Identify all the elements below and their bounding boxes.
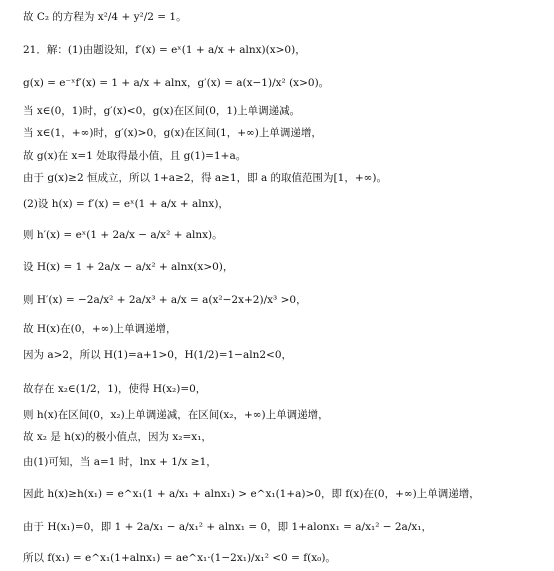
text-line-5: 当 x∈(1，+∞)时，g′(x)>0，g(x)在区间(1，+∞)上单调递增， — [23, 127, 322, 139]
text-line-15: 则 h(x)在区间(0，x₂)上单调递减，在区间(x₂，+∞)上单调递增， — [23, 409, 329, 421]
text-line-11: 则 H′(x) = −2a/x² + 2a/x³ + a/x = a(x²−2x+2)/x³ >0， — [23, 294, 307, 306]
text-line-19: 由于 H(x₁)=0，即 1 + 2a/x₁ − a/x₁² + alnx₁ = 0，即 1+alonx₁ = a/x₁² − 2a/x₁， — [23, 521, 432, 533]
text-line-1: 故 C₂ 的方程为 x²/4 + y²/2 = 1。 — [23, 11, 187, 23]
text-line-10: 设 H(x) = 1 + 2a/x − a/x² + alnx(x>0)， — [23, 261, 234, 273]
text-line-13: 因为 a>2，所以 H(1)=a+1>0，H(1/2)=1−aln2<0， — [23, 349, 293, 361]
text-line-16: 故 x₂ 是 h(x)的极小值点，因为 x₂=x₁， — [23, 431, 212, 443]
text-line-9: 则 h′(x) = eˣ(1 + 2a/x − a/x² + alnx)。 — [23, 229, 223, 241]
text-line-14: 故存在 x₂∈(1/2，1)，使得 H(x₂)=0， — [23, 383, 207, 395]
text-line-18: 因此 h(x)≥h(x₁) = e^x₁(1 + a/x₁ + alnx₁) > e^x₁(1+a)>0，即 f(x)在(0，+∞)上单调递增， — [23, 488, 480, 500]
text-line-3: g(x) = e⁻ˣf′(x) = 1 + a/x + alnx，g′(x) = a(x−1)/x² (x>0)。 — [23, 77, 330, 89]
text-line-17: 由(1)可知，当 a=1 时，lnx + 1/x ≥1， — [23, 456, 217, 468]
text-line-4: 当 x∈(0，1)时，g′(x)<0，g(x)在区间(0，1)上单调递减。 — [23, 105, 301, 117]
text-line-8: (2)设 h(x) = f′(x) = eˣ(1 + a/x + alnx)， — [23, 198, 229, 210]
text-line-2: 21．解：(1)由题设知，f′(x) = eˣ(1 + a/x + alnx)(x>0)， — [23, 44, 306, 56]
text-line-6: 故 g(x)在 x=1 处取得最小值，且 g(1)=1+a。 — [23, 150, 247, 162]
text-line-20: 所以 f(x₁) = e^x₁(1+alnx₁) = ae^x₁·(1−2x₁)/x₁² <0 = f(x₀)。 — [23, 552, 336, 564]
text-line-7: 由于 g(x)≥2 恒成立，所以 1+a≥2，得 a≥1，即 a 的取值范围为[1，+∞)。 — [23, 172, 387, 184]
text-line-12: 故 H(x)在(0，+∞)上单调递增， — [23, 323, 177, 335]
